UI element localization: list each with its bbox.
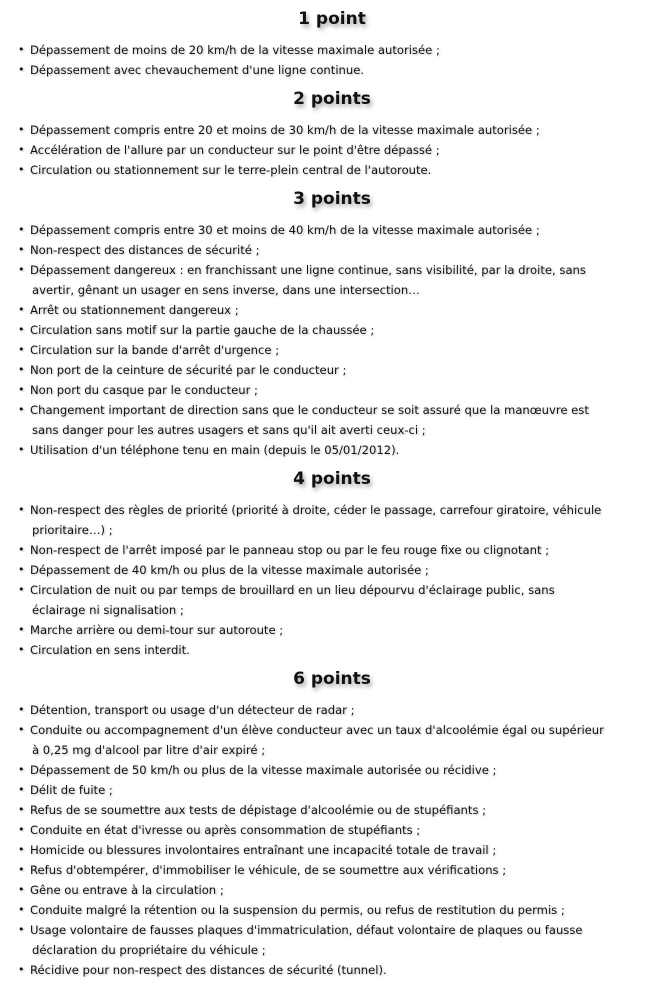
list-item-text: Circulation en sens interdit.	[30, 643, 190, 657]
list-item	[18, 840, 646, 860]
list-item	[18, 300, 646, 320]
bullet-icon: •	[18, 343, 25, 356]
list-item	[18, 440, 646, 460]
item-list	[18, 220, 646, 460]
list-item-text: Non port du casque par le conducteur ;	[30, 383, 258, 397]
bullet-icon: •	[18, 543, 25, 556]
list-item-text: Refus de se soumettre aux tests de dépistage d'alcoolémie ou de stupéfiants ;	[30, 803, 487, 817]
bullet-icon: •	[18, 223, 25, 236]
list-item	[18, 320, 646, 340]
bullet-icon: •	[18, 783, 25, 796]
bullet-icon: •	[18, 923, 25, 936]
bullet-icon: •	[18, 863, 25, 876]
bullet-icon: •	[18, 303, 25, 316]
section-title: 4 points	[293, 469, 371, 489]
list-item	[18, 580, 646, 620]
bullet-icon: •	[18, 323, 25, 336]
list-item-text: Délit de fuite ;	[30, 783, 113, 797]
list-item-text: Gêne ou entrave à la circulation ;	[30, 883, 224, 897]
list-item-text: Usage volontaire de fausses plaques d'immatriculation, défaut volontaire de plaques ou fausse	[30, 923, 583, 937]
list-item-text: Dépassement dangereux : en franchissant une ligne continue, sans visibilité, par la droite, sans	[30, 263, 586, 277]
list-item	[18, 560, 646, 580]
list-item-continuation: déclaration du propriétaire du véhicule ;	[32, 943, 266, 957]
list-item	[18, 960, 646, 980]
list-item-text: Non-respect de l'arrêt imposé par le panneau stop ou par le feu rouge fixe ou clignotant ;	[30, 543, 550, 557]
list-item-text: Changement important de direction sans que le conducteur se soit assuré que la manœuvre est	[30, 403, 589, 417]
item-list	[18, 120, 646, 180]
list-item	[18, 400, 646, 440]
bullet-icon: •	[18, 963, 25, 976]
list-item-text: Homicide ou blessures involontaires entraînant une incapacité totale de travail ;	[30, 843, 497, 857]
list-item	[18, 820, 646, 840]
bullet-icon: •	[18, 763, 25, 776]
list-item-text: Marche arrière ou demi-tour sur autoroute ;	[30, 623, 284, 637]
item-list	[18, 500, 646, 660]
list-item-text: Dépassement de moins de 20 km/h de la vitesse maximale autorisée ;	[30, 43, 440, 57]
bullet-icon: •	[18, 703, 25, 716]
list-item	[18, 780, 646, 800]
bullet-icon: •	[18, 143, 25, 156]
bullet-icon: •	[18, 843, 25, 856]
section-2	[18, 188, 646, 460]
list-item-text: Conduite en état d'ivresse ou après consommation de stupéfiants ;	[30, 823, 421, 837]
list-item	[18, 620, 646, 640]
list-item	[18, 240, 646, 260]
section-3	[18, 468, 646, 660]
bullet-icon: •	[18, 263, 25, 276]
section-0	[18, 8, 646, 80]
bullet-icon: •	[18, 43, 25, 56]
list-item-text: Utilisation d'un téléphone tenu en main (depuis le 05/01/2012).	[30, 443, 400, 457]
list-item	[18, 360, 646, 380]
list-item-text: Dépassement compris entre 30 et moins de 40 km/h de la vitesse maximale autorisée ;	[30, 223, 540, 237]
bullet-icon: •	[18, 503, 25, 516]
bullet-icon: •	[18, 443, 25, 456]
bullet-icon: •	[18, 823, 25, 836]
list-item	[18, 60, 646, 80]
bullet-icon: •	[18, 403, 25, 416]
list-item	[18, 540, 646, 560]
list-item-text: Accélération de l'allure par un conducteur sur le point d'être dépassé ;	[30, 143, 440, 157]
item-list	[18, 40, 646, 80]
bullet-icon: •	[18, 123, 25, 136]
section-title: 3 points	[293, 189, 371, 209]
list-item	[18, 380, 646, 400]
list-item-text: Récidive pour non-respect des distances de sécurité (tunnel).	[30, 963, 387, 977]
bullet-icon: •	[18, 583, 25, 596]
list-item-text: Dépassement de 40 km/h ou plus de la vitesse maximale autorisée ;	[30, 563, 429, 577]
list-item	[18, 140, 646, 160]
list-item-text: Conduite malgré la rétention ou la suspension du permis, ou refus de restitution du permis ;	[30, 903, 565, 917]
bullet-icon: •	[18, 363, 25, 376]
list-item	[18, 120, 646, 140]
section-title: 2 points	[293, 89, 371, 109]
list-item-text: Dépassement compris entre 20 et moins de 30 km/h de la vitesse maximale autorisée ;	[30, 123, 540, 137]
list-item-continuation: éclairage ni signalisation ;	[32, 603, 184, 617]
list-item-text: Circulation ou stationnement sur le terre-plein central de l'autoroute.	[30, 163, 432, 177]
list-item-text: Circulation sans motif sur la partie gauche de la chaussée ;	[30, 323, 375, 337]
list-item	[18, 860, 646, 880]
list-item-text: Circulation de nuit ou par temps de brouillard en un lieu dépourvu d'éclairage public, sans	[30, 583, 555, 597]
list-item-text: Détention, transport ou usage d'un détecteur de radar ;	[30, 703, 355, 717]
list-item	[18, 900, 646, 920]
list-item	[18, 40, 646, 60]
section-title: 6 points	[293, 669, 371, 689]
list-item-text: Dépassement avec chevauchement d'une ligne continue.	[30, 63, 365, 77]
list-item	[18, 260, 646, 300]
list-item	[18, 700, 646, 720]
list-item-continuation: prioritaire…) ;	[32, 523, 113, 537]
list-item-text: Arrêt ou stationnement dangereux ;	[30, 303, 239, 317]
bullet-icon: •	[18, 723, 25, 736]
section-1	[18, 88, 646, 180]
bullet-icon: •	[18, 163, 25, 176]
section-4	[18, 668, 646, 980]
list-item-text: Non-respect des distances de sécurité ;	[30, 243, 260, 257]
list-item-text: Dépassement de 50 km/h ou plus de la vitesse maximale autorisée ou récidive ;	[30, 763, 497, 777]
list-item	[18, 920, 646, 960]
list-item	[18, 760, 646, 780]
list-item-text: Conduite ou accompagnement d'un élève conducteur avec un taux d'alcoolémie égal ou supérieur	[30, 723, 604, 737]
bullet-icon: •	[18, 623, 25, 636]
section-title: 1 point	[298, 9, 366, 29]
bullet-icon: •	[18, 63, 25, 76]
bullet-icon: •	[18, 643, 25, 656]
list-item-continuation: à 0,25 mg d'alcool par litre d'air expiré ;	[32, 743, 266, 757]
bullet-icon: •	[18, 563, 25, 576]
list-item	[18, 340, 646, 360]
bullet-icon: •	[18, 243, 25, 256]
list-item	[18, 720, 646, 760]
list-item	[18, 880, 646, 900]
list-item	[18, 640, 646, 660]
bullet-icon: •	[18, 903, 25, 916]
list-item	[18, 800, 646, 820]
list-item	[18, 160, 646, 180]
bullet-icon: •	[18, 383, 25, 396]
list-item	[18, 500, 646, 540]
item-list	[18, 700, 646, 980]
list-item-text: Non-respect des règles de priorité (priorité à droite, céder le passage, carrefour giratoire, véhicule	[30, 503, 602, 517]
list-item-continuation: avertir, gênant un usager en sens inverse, dans une intersection…	[32, 283, 420, 297]
list-item	[18, 220, 646, 240]
list-item-continuation: sans danger pour les autres usagers et sans qu'il ait averti ceux-ci ;	[32, 423, 426, 437]
list-item-text: Non port de la ceinture de sécurité par le conducteur ;	[30, 363, 347, 377]
list-item-text: Refus d'obtempérer, d'immobiliser le véhicule, de se soumettre aux vérifications ;	[30, 863, 507, 877]
list-item-text: Circulation sur la bande d'arrêt d'urgence ;	[30, 343, 280, 357]
bullet-icon: •	[18, 883, 25, 896]
bullet-icon: •	[18, 803, 25, 816]
